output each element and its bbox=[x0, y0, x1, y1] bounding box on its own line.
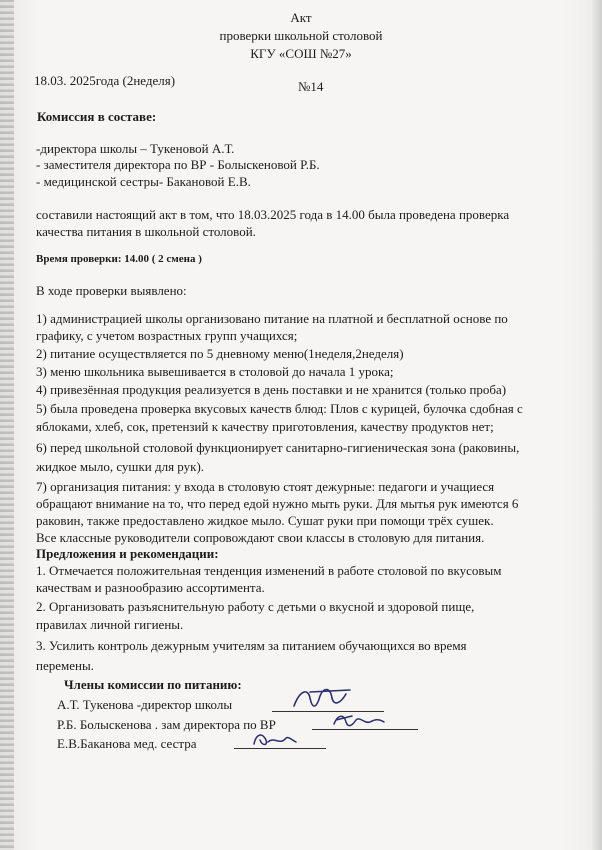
scan-edge-right bbox=[592, 0, 602, 850]
signature-mark bbox=[330, 710, 390, 732]
school-name: КГУ «СОШ №27» bbox=[250, 46, 352, 61]
doc-subtitle: проверки школьной столовой bbox=[219, 28, 383, 43]
commission-member: - заместителя директора по ВР - Болыскеновой Р.Б. bbox=[36, 157, 320, 172]
findings-heading: В ходе проверки выявлено: bbox=[36, 283, 187, 298]
commission-heading: Комиссия в составе: bbox=[37, 109, 157, 124]
proposal-line: 1. Отмечается положительная тенденция изменений в работе столовой по вкусовым bbox=[36, 563, 502, 578]
intro-line: составили настоящий акт в том, что 18.03.2025 года в 14.00 была проведена проверка bbox=[36, 207, 510, 222]
doc-title: Акт bbox=[290, 10, 312, 25]
signature-label: А.Т. Тукенова -директор школы bbox=[57, 697, 233, 712]
proposal-line: качествам и разнообразию ассортимента. bbox=[36, 580, 265, 595]
scan-edge-left bbox=[0, 0, 14, 850]
finding-line: 1) администрацией школы организовано питание на платной и бесплатной основе по bbox=[36, 311, 508, 326]
finding-line: 5) была проведена проверка вкусовых качеств блюд: Плов с курицей, булочка сдобная с bbox=[36, 401, 523, 416]
doc-number: №14 bbox=[298, 79, 324, 94]
proposal-line: 2. Организовать разъяснительную работу с детьми о вкусной и здоровой пище, bbox=[36, 599, 475, 614]
finding-line: графику, с учетом возрастных групп учащихся; bbox=[36, 328, 298, 343]
signature-label: Е.В.Баканова мед. сестра bbox=[57, 736, 197, 751]
signature-label: Р.Б. Болыскенова . зам директора по ВР bbox=[57, 717, 276, 732]
finding-line: 3) меню школьника вывешивается в столовой до начала 1 урока; bbox=[36, 364, 394, 379]
signatures-heading: Члены комиссии по питанию: bbox=[64, 677, 242, 692]
finding-line: раковин, также предоставлено жидкое мыло. Сушат руки при помощи трёх сушек. bbox=[36, 513, 494, 528]
finding-line: 2) питание осуществляется по 5 дневному меню(1неделя,2неделя) bbox=[36, 346, 404, 361]
commission-member: - медицинской сестры- Бакановой Е.В. bbox=[36, 174, 251, 189]
doc-date: 18.03. 2025года (2неделя) bbox=[34, 73, 176, 88]
check-time: Время проверки: 14.00 ( 2 смена ) bbox=[36, 253, 202, 265]
proposal-line: перемены. bbox=[36, 658, 94, 673]
finding-line: жидкое мыло, сушки для рук). bbox=[36, 459, 205, 474]
proposal-line: 3. Усилить контроль дежурным учителям за питанием обучающихся во время bbox=[36, 638, 467, 653]
signature-mark bbox=[250, 728, 300, 750]
finding-line: 7) организация питания: у входа в столовую стоят дежурные: педагоги и учащиеся bbox=[36, 479, 495, 494]
finding-line: яблоками, хлеб, сок, претензий к качеству приготовления, качеству продуктов нет; bbox=[36, 419, 494, 434]
finding-line: 4) привезённая продукция реализуется в день поставки и не хранится (только проба) bbox=[36, 382, 507, 397]
proposal-line: правилах личной гигиены. bbox=[36, 617, 184, 632]
finding-line: обращают внимание на то, что перед едой нужно мыть руки. Для мытья рук имеются 6 bbox=[36, 496, 519, 511]
finding-line: Все классные руководители сопровождают свои классы в столовую для питания. bbox=[36, 530, 485, 545]
intro-line: качества питания в школьной столовой. bbox=[36, 224, 256, 239]
proposals-heading: Предложения и рекомендации: bbox=[36, 546, 219, 561]
finding-line: 6) перед школьной столовой функционирует санитарно-гигиеническая зона (раковины, bbox=[36, 440, 520, 455]
commission-member: -директора школы – Тукеновой А.Т. bbox=[36, 141, 235, 156]
